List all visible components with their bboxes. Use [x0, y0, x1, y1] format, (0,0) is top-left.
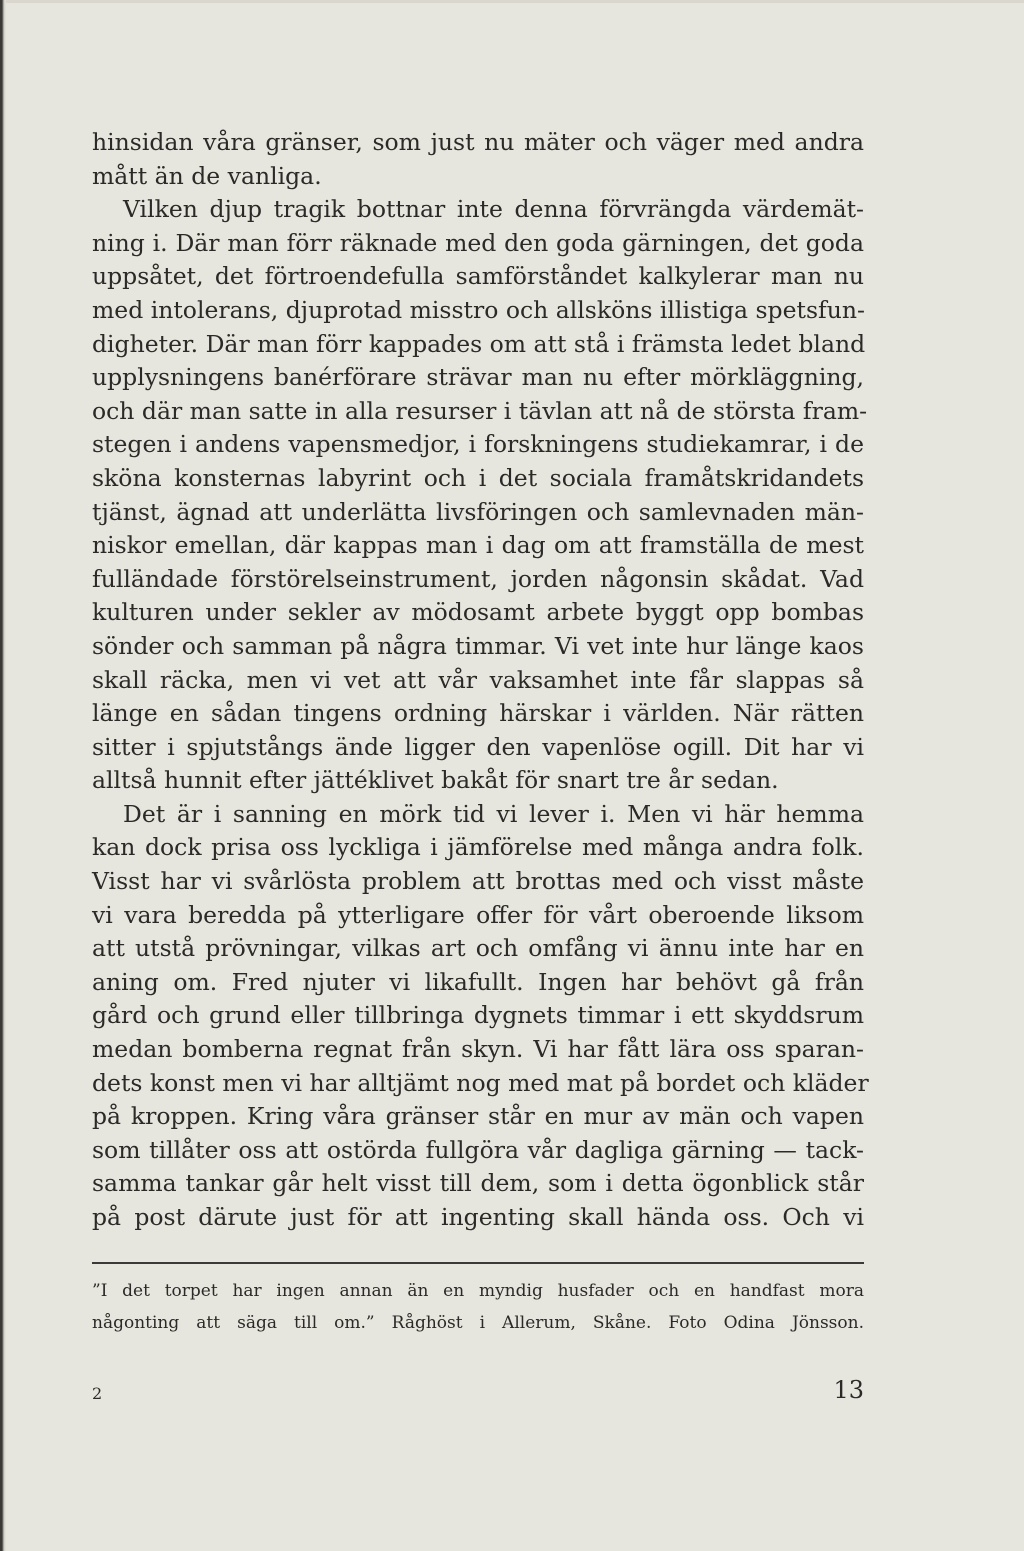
body-line: Visst har vi svårlösta problem att brottas med och visst måste	[92, 867, 864, 896]
body-line: att utstå prövningar, vilkas art och omfång vi ännu inte har en	[92, 934, 864, 963]
body-line: fulländade förstörelseinstrument, jorden någonsin skådat. Vad	[92, 564, 864, 593]
body-line: sköna konsternas labyrint och i det sociala framåtskridandets	[92, 463, 864, 492]
body-line: samma tankar går helt visst till dem, som i detta ögonblick står	[92, 1169, 864, 1198]
body-line: niskor emellan, där kappas man i dag om att framställa de mest	[92, 531, 864, 560]
signature-mark: 2	[92, 1384, 103, 1403]
page-top-edge	[0, 0, 1024, 3]
body-line: hinsidan våra gränser, som just nu mäter och väger med andra	[92, 128, 864, 156]
body-line: aning om. Fred njuter vi likafullt. Ingen har behövt gå från	[92, 967, 864, 996]
body-text	[92, 126, 869, 1235]
body-line: mått än de vanliga.	[92, 161, 322, 190]
body-line: och där man satte in alla resurser i tävlan att nå de största fram-	[92, 396, 868, 425]
body-line: upplysningens banérförare strävar man nu efter mörkläggning,	[92, 363, 864, 392]
body-line: på post därute just för att ingenting skall hända oss. Och vi	[92, 1203, 864, 1231]
body-line: som tillåter oss att ostörda fullgöra vår dagliga gärning — tack-	[92, 1135, 864, 1164]
page-number: 13	[833, 1376, 864, 1404]
caption-line: någonting att säga till om.” Råghöst i Allerum, Skåne. Foto Odina Jönsson.	[92, 1313, 864, 1333]
body-line: kan dock prisa oss lyckliga i jämförelse med många andra folk.	[92, 833, 864, 862]
body-line: stegen i andens vapensmedjor, i forskningens studiekamrar, i de	[92, 430, 864, 459]
body-line: sönder och samman på några timmar. Vi vet inte hur länge kaos	[92, 631, 864, 660]
body-line: med intolerans, djuprotad misstro och allsköns illistiga spetsfun-	[92, 295, 865, 324]
body-line: kulturen under sekler av mödosamt arbete byggt opp bombas	[92, 598, 864, 627]
body-line: medan bomberna regnat från skyn. Vi har fått lära oss sparan-	[92, 1035, 864, 1064]
body-line: digheter. Där man förr kappades om att stå i främsta ledet bland	[92, 329, 866, 358]
body-line: sitter i spjutstångs ände ligger den vapenlöse ogill. Dit har vi	[92, 732, 864, 761]
body-line: ning i. Där man förr räknade med den goda gärningen, det goda	[92, 228, 864, 257]
body-line: uppsåtet, det förtroendefulla samförståndet kalkylerar man nu	[92, 262, 864, 291]
body-line: på kroppen. Kring våra gränser står en mur av män och vapen	[92, 1102, 864, 1131]
body-line: Det är i sanning en mörk tid vi lever i. Men vi här hemma	[123, 799, 864, 828]
body-line: vi vara beredda på ytterligare offer för vårt oberoende liksom	[92, 900, 864, 929]
body-line: länge en sådan tingens ordning härskar i världen. När rätten	[92, 699, 864, 728]
caption-divider	[92, 1262, 864, 1264]
body-line: gård och grund eller tillbringa dygnets timmar i ett skyddsrum	[92, 1001, 864, 1030]
body-line: skall räcka, men vi vet att vår vaksamhet inte får slappas så	[92, 665, 864, 694]
body-line: Vilken djup tragik bottnar inte denna förvrängda värdemät-	[123, 195, 864, 224]
body-line: tjänst, ägnad att underlätta livsföringen och samlevnaden män-	[92, 497, 864, 526]
body-line: alltså hunnit efter jättéklivet bakåt för snart tre år sedan.	[92, 766, 779, 795]
page-left-edge	[0, 0, 6, 1551]
photo-caption	[92, 1275, 864, 1339]
body-line: dets konst men vi har alltjämt nog med mat på bordet och kläder	[92, 1068, 869, 1097]
caption-line: ”I det torpet har ingen annan än en myndig husfader och en handfast mora	[92, 1281, 864, 1301]
